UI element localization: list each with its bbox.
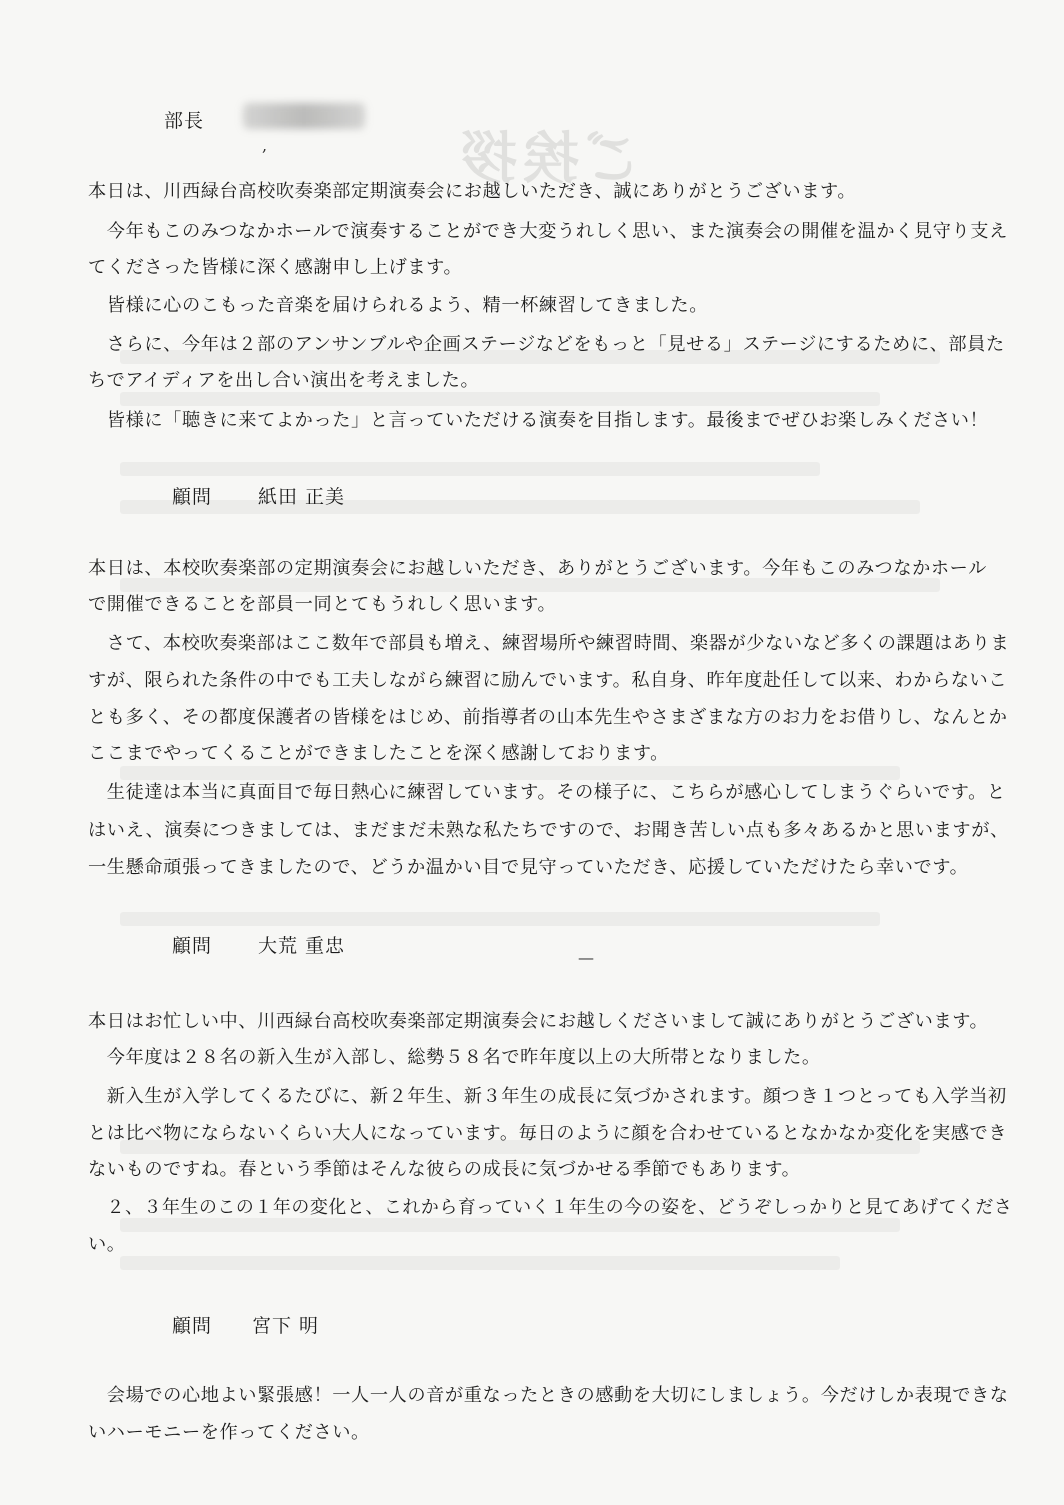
advisor3-name: 宮下 明	[252, 1315, 320, 1337]
bleed-line	[120, 1218, 900, 1232]
president-line-1: 本日は、川西緑台高校吹奏楽部定期演奏会にお越しいただき、誠にありがとうございます。	[88, 181, 857, 202]
advisor1-line-1: 本日は、本校吹奏楽部の定期演奏会にお越しいただき、ありがとうございます。今年もこのみつなかホール	[88, 558, 987, 579]
advisor2-name: 大荒 重忠	[258, 935, 346, 957]
president-line-4: 皆様に心のこもった音楽を届けられるよう、精一杯練習してきました。	[88, 295, 708, 316]
bleed-line	[120, 462, 820, 476]
advisor1-line-9: 一生懸命頑張ってきましたので、どうか温かい目で見守っていただき、応援していただけたら幸いです。	[88, 857, 969, 878]
advisor3-signature	[172, 1311, 319, 1338]
president-line-7: 皆様に「聴きに来てよかった」と言っていただける演奏を目指します。最後までぜひお楽しみください！	[88, 410, 989, 431]
advisor2-line-5: ないものですね。春という季節はそんな彼らの成長に気づかせる季節でもあります。	[88, 1159, 801, 1180]
advisor1-name: 紙田 正美	[258, 486, 346, 508]
advisor2-line-3: 新入生が入学してくるたびに、新２年生、新３年生の成長に気づかされます。顔つき１つとっても入学当初	[88, 1086, 1007, 1107]
president-role: 部長	[164, 110, 205, 132]
advisor1-line-4: すが、限られた条件の中でも工夫しながら練習に励んでいます。私自身、昨年度赴任して以来、わからないこ	[88, 670, 1008, 691]
advisor2-role: 顧問	[172, 935, 213, 957]
advisor3-line-1: 会場での心地よい緊張感！一人一人の音が重なったときの感動を大切にしましょう。今だけしか表現できな	[88, 1385, 1009, 1406]
advisor2-line-2: 今年度は２８名の新入生が入部し、総勢５８名で昨年度以上の大所帯となりました。	[88, 1047, 821, 1068]
president-line-6: ちでアイディアを出し合い演出を考えました。	[88, 370, 480, 391]
advisor1-signature	[172, 482, 345, 509]
advisor2-line-1: 本日はお忙しい中、川西緑台高校吹奏楽部定期演奏会にお越しくださいまして誠にありがとうございます。	[88, 1011, 989, 1032]
advisor2-signature	[172, 931, 345, 958]
advisor1-line-7: 生徒達は本当に真面目で毎日熱心に練習しています。その様子に、こちらが感心してしまうぐらいです。と	[88, 782, 1006, 803]
advisor2-line-6: ２、３年生のこの１年の変化と、これから育っていく１年生の今の姿を、どうぞしっかりと見てあげてくださ	[88, 1197, 1013, 1218]
advisor1-line-8: はいえ、演奏につきましては、まだまだ未熟な私たちですので、お聞き苦しい点も多々あるかと思いますが、	[88, 820, 1009, 841]
advisor3-line-2: いハーモニーを作ってください。	[88, 1422, 370, 1443]
stray-dash: —	[578, 948, 594, 967]
bleed-line	[120, 392, 880, 406]
advisor3-role: 顧問	[172, 1315, 213, 1337]
stray-mark: ,	[262, 136, 268, 155]
advisor1-line-6: ここまでやってくることができましたことを深く感謝しております。	[88, 743, 669, 764]
president-line-3: てくださった皆様に深く感謝申し上げます。	[88, 257, 463, 278]
president-line-5: さらに、今年は２部のアンサンブルや企画ステージなどをもっと「見せる」ステージにするために、部員た	[88, 334, 1005, 355]
redacted-name	[243, 103, 365, 129]
advisor2-line-4: とは比べ物にならないくらい大人になっています。毎日のように顔を合わせているとなかなか変化を実感でき	[88, 1123, 1008, 1144]
bleed-line	[120, 912, 880, 926]
advisor1-line-3: さて、本校吹奏楽部はここ数年で部員も増え、練習場所や練習時間、楽器が少ないなど多くの課題はありま	[88, 633, 1010, 654]
bleed-line	[120, 1256, 840, 1270]
bleed-through-title: ご挨拶	[455, 126, 641, 192]
advisor2-line-7: い。	[88, 1234, 126, 1255]
advisor1-line-5: とも多く、その都度保護者の皆様をはじめ、前指導者の山本先生やさまざまな方のお力をお借りし、なんとか	[88, 707, 1008, 728]
president-line-2: 今年もこのみつなかホールで演奏することができ大変うれしく思い、また演奏会の開催を温かく見守り支え	[88, 221, 1008, 242]
advisor1-role: 顧問	[172, 486, 213, 508]
advisor1-line-2: で開催できることを部員一同とてもうれしく思います。	[88, 594, 557, 615]
bleed-line	[120, 766, 900, 780]
president-signature	[164, 106, 204, 133]
